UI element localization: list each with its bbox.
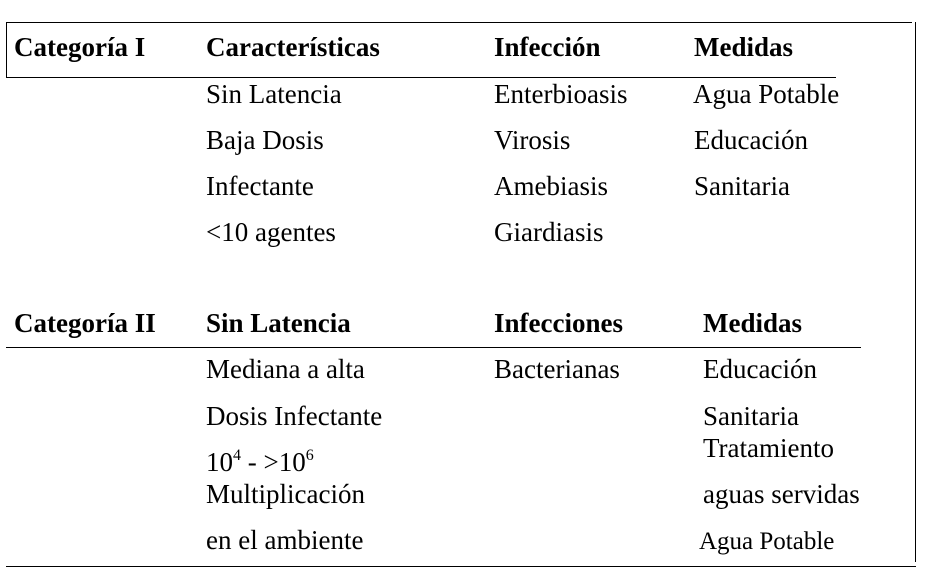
cat2-medida: Tratamiento	[703, 433, 834, 463]
cat2-caracteristica: Multiplicación	[206, 479, 365, 509]
right-border	[915, 22, 916, 562]
cat1-infeccion: Enterbioasis	[494, 79, 628, 109]
cat2-infeccion: Bacterianas	[494, 354, 620, 384]
cat2-medida: Sanitaria	[703, 401, 799, 431]
exp-base: 10	[206, 447, 233, 477]
cat1-infeccion: Virosis	[494, 125, 571, 155]
cat2-caracteristica: Mediana a alta	[206, 354, 365, 384]
cat2-caracteristica: Dosis Infectante	[206, 401, 383, 431]
cat1-infeccion: Giardiasis	[494, 217, 604, 247]
cat2-medida: aguas servidas	[703, 479, 860, 509]
cat2-medida: Educación	[703, 354, 817, 384]
cat1-caracteristica: <10 agentes	[206, 217, 336, 247]
exp-mid: - >10	[241, 447, 306, 477]
cat1-caracteristica: Infectante	[206, 171, 314, 201]
cat1-infeccion: Amebiasis	[494, 171, 608, 201]
cat1-caracteristica: Sin Latencia	[206, 79, 342, 109]
cat2-dosis-range	[206, 447, 314, 477]
exponent: 6	[305, 447, 314, 464]
cat1-medida: Sanitaria	[694, 171, 790, 201]
cat1-medida: Agua Potable	[693, 79, 840, 109]
cat1-header-medidas: Medidas	[694, 32, 794, 62]
cat1-medida: Educación	[694, 125, 808, 155]
cat2-header-medidas: Medidas	[703, 308, 803, 338]
left-border-top	[6, 22, 7, 77]
header-rule-1	[6, 77, 836, 78]
header-rule-2	[6, 347, 861, 348]
cat2-header-categoria: Categoría II	[14, 308, 156, 338]
bottom-border	[6, 566, 916, 567]
top-border	[6, 22, 912, 23]
cat1-header-caracteristicas: Características	[206, 32, 380, 62]
cat2-header-sin-latencia: Sin Latencia	[206, 308, 351, 338]
cat1-caracteristica: Baja Dosis	[206, 125, 324, 155]
exponent: 4	[233, 447, 241, 464]
cat1-header-infeccion: Infección	[494, 32, 601, 62]
cat2-caracteristica: en el ambiente	[206, 525, 364, 555]
cat1-header-categoria: Categoría I	[14, 32, 146, 62]
cat2-medida: Agua Potable	[699, 528, 835, 555]
cat2-header-infecciones: Infecciones	[494, 308, 623, 338]
